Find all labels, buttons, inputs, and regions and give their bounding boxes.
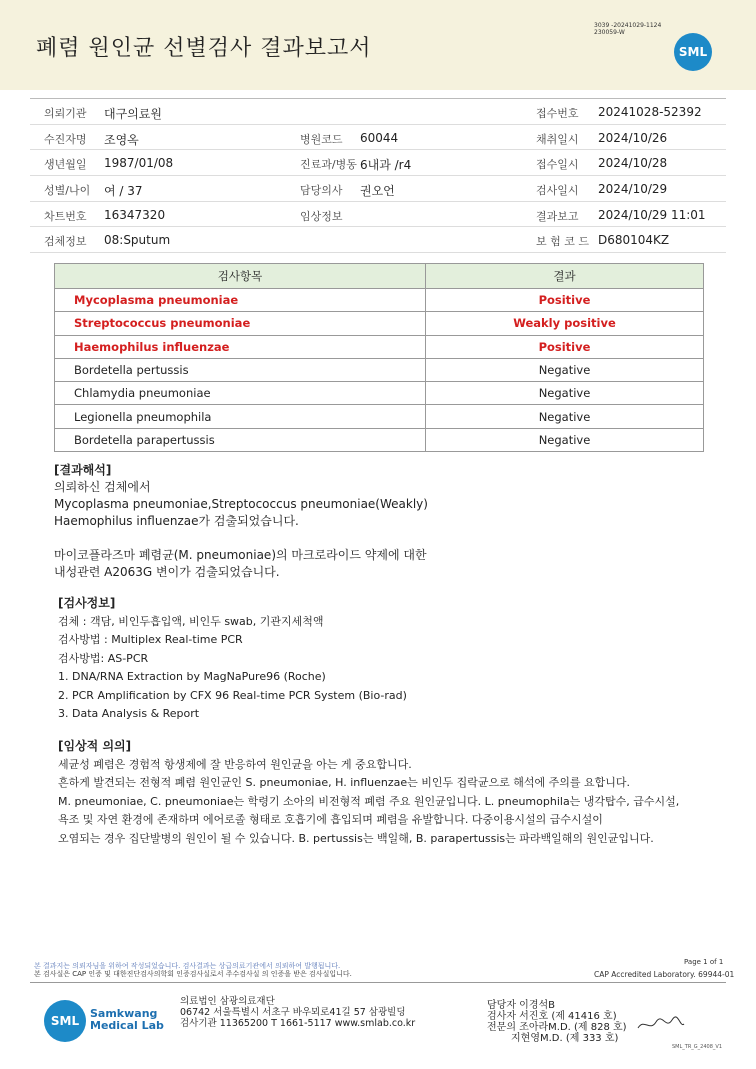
patient-info-row (30, 150, 726, 176)
interpretation-line: 의뢰하신 검체에서 (54, 480, 151, 494)
interpretation-line: Mycoplasma pneumoniae,Streptococcus pneumoniae(Weakly) (54, 497, 428, 511)
info-value: 2024/10/29 (598, 182, 668, 197)
staff-line: 전문의 조아라M.D. (제 828 호) (487, 1022, 627, 1033)
address-line: 의료법인 삼광의료재단 (180, 996, 275, 1007)
test-info-line: 검사방법: AS-PCR (58, 651, 149, 665)
info-value: 08:Sputum (104, 233, 171, 248)
info-label: 접수일시 (536, 158, 579, 172)
info-value: 대구의료원 (104, 107, 162, 121)
staff-list (487, 1000, 627, 1044)
result-value: Negative (426, 405, 704, 428)
org-address (180, 996, 415, 1029)
result-row (55, 335, 704, 358)
info-label: 결과보고 (536, 209, 579, 223)
result-item: Mycoplasma pneumoniae (55, 289, 426, 312)
footer-divider (30, 982, 726, 983)
info-label: 차트번호 (44, 209, 87, 223)
info-value: D680104KZ (598, 233, 670, 248)
report-title: 폐렴 원인균 선별검사 결과보고서 (36, 36, 372, 61)
result-row (55, 405, 704, 428)
staff-line: 담당자 이경석B (487, 1000, 555, 1011)
info-value: 여 / 37 (104, 184, 143, 199)
info-label: 임상정보 (300, 209, 343, 223)
result-item: Legionella pneumophila (55, 405, 426, 428)
info-value: 조영옥 (104, 132, 139, 147)
info-value: 6내과 /r4 (360, 158, 412, 173)
clinical-section (58, 737, 679, 848)
result-item: Streptococcus pneumoniae (55, 312, 426, 335)
page-number: Page 1 of 1 (684, 958, 724, 966)
cap-accreditation: CAP Accredited Laboratory. 69944-01 (594, 970, 735, 979)
interpretation-title: [결과해석] (54, 463, 112, 477)
staff-line: 지현영M.D. (제 333 호) (511, 1033, 619, 1044)
result-value: Negative (426, 382, 704, 405)
form-code: SML_TR_G_2408_V1 (672, 1044, 723, 1050)
interpretation-line: 마이코플라즈마 폐렴균(M. pneumoniae)의 마크로라이드 약제에 대한 (54, 548, 427, 562)
info-value: 2024/10/28 (598, 156, 668, 171)
test-info-section (58, 594, 407, 724)
info-value: 20241028-52392 (598, 105, 702, 119)
patient-info-row (30, 176, 726, 202)
info-value: 16347320 (104, 207, 166, 222)
info-label: 보 험 코 드 (536, 235, 589, 249)
staff-line: 검사자 서진호 (제 41416 호) (487, 1011, 617, 1022)
patient-info-row (30, 227, 726, 253)
info-label: 성별/나이 (44, 184, 91, 198)
clinical-line: 욕조 및 자연 환경에 존재하며 에어로졸 형태로 호흡기에 흡입되며 폐렴을 유발합니다. 다중이용시설의 급수시설이 (58, 813, 603, 826)
info-label: 검사일시 (536, 184, 579, 198)
clinical-line: 오염되는 경우 집단발병의 원인이 될 수 있습니다. B. pertussis는 백일해, B. parapertussis는 파라백일해의 원인균입니다. (58, 831, 654, 845)
clinical-line: 흔하게 발견되는 전형적 폐렴 원인균인 S. pneumoniae, H. influenzae는 비인두 집락균으로 해석에 주의를 요합니다. (58, 776, 631, 789)
result-item: Haemophilus influenzae (55, 335, 426, 358)
patient-info-row (30, 202, 726, 228)
patient-info-row (30, 125, 726, 151)
result-row (55, 428, 704, 451)
info-value: 2024/10/29 11:01 (598, 207, 706, 222)
interpretation-line: Haemophilus influenzae가 검출되었습니다. (54, 514, 299, 528)
test-info-line: 검사방법 : Multiplex Real-time PCR (58, 633, 243, 646)
info-label: 담당의사 (300, 184, 343, 198)
patient-info-row (30, 99, 726, 125)
clinical-title: [임상적 의의] (58, 739, 132, 753)
interpretation-line: 내성관련 A2063G 변이가 검출되었습니다. (54, 565, 280, 579)
document-code-line: 3039 -20241029-1124 (594, 22, 662, 29)
info-label: 검체정보 (44, 235, 87, 249)
info-value: 2024/10/26 (598, 130, 668, 145)
result-row (55, 312, 704, 335)
result-row (55, 358, 704, 381)
info-label: 의뢰기관 (44, 107, 87, 120)
result-value: Negative (426, 358, 704, 381)
org-name (90, 1008, 164, 1032)
sml-logo: SML (674, 33, 712, 71)
results-header-result: 결과 (426, 264, 704, 289)
info-label: 접수번호 (536, 107, 579, 120)
org-name-line: Samkwang (90, 1007, 158, 1020)
report-header (0, 0, 756, 90)
test-info-line: 2. PCR Amplification by CFX 96 Real-time PCR System (Bio-rad) (58, 688, 407, 702)
interpretation-section (54, 462, 428, 581)
result-value: Negative (426, 428, 704, 451)
result-value: Positive (426, 289, 704, 312)
result-item: Chlamydia pneumoniae (55, 382, 426, 405)
test-info-line: 3. Data Analysis & Report (58, 707, 200, 720)
document-code (594, 22, 661, 36)
info-value: 1987/01/08 (104, 156, 174, 171)
document-code-line: 230059-W (594, 29, 625, 36)
interpretation-line (54, 530, 428, 547)
clinical-line: M. pneumoniae, C. pneumoniae는 학령기 소아의 비전형적 폐렴 주요 원인균입니다. L. pneumophila는 냉각탑수, 급수시설, (58, 794, 680, 808)
result-value: Positive (426, 335, 704, 358)
info-value: 권오언 (360, 184, 395, 199)
result-row (55, 289, 704, 312)
address-line: 검사기관 11365200 T 1661-5117 www.smlab.co.kr (180, 1018, 416, 1029)
signature-image (636, 1014, 686, 1034)
org-name-line: Medical Lab (90, 1019, 164, 1032)
result-item: Bordetella parapertussis (55, 428, 426, 451)
info-label: 진료과/병동 (300, 158, 357, 172)
result-row (55, 382, 704, 405)
info-label: 수진자명 (44, 132, 87, 146)
footer-logo: SML (44, 1000, 86, 1042)
address-line: 06742 서울특별시 서초구 바우뫼로41길 57 삼광빌딩 (180, 1007, 406, 1018)
footer-note-line: 본 검사실은 CAP 인증 및 대한진단검사의학회 인증검사실로서 주수검사실 의 인증을 받은 검사실입니다. (34, 970, 352, 978)
footer-notes (34, 962, 352, 978)
test-info-title: [검사정보] (58, 596, 116, 610)
result-item: Bordetella pertussis (55, 358, 426, 381)
info-value: 60044 (360, 130, 399, 145)
clinical-line: 세균성 폐렴은 경험적 항생제에 잘 반응하여 원인균을 아는 게 중요합니다. (58, 757, 412, 771)
info-label: 채취일시 (536, 132, 579, 146)
result-value: Weakly positive (426, 312, 704, 335)
info-label: 생년월일 (44, 158, 87, 172)
test-info-line: 1. DNA/RNA Extraction by MagNaPure96 (Roche) (58, 670, 326, 683)
results-header-item: 검사항목 (55, 264, 426, 289)
footer-note-line: 본 결과지는 의뢰자님을 위하여 작성되었습니다. 검사결과는 상급의료기관에서 의뢰하여 발행됩니다. (34, 962, 341, 970)
test-info-line: 검체 : 객담, 비인두흡입액, 비인두 swab, 기관지세척액 (58, 614, 324, 628)
info-label: 병원코드 (300, 132, 343, 146)
patient-info (30, 98, 726, 253)
results-table (54, 263, 704, 452)
